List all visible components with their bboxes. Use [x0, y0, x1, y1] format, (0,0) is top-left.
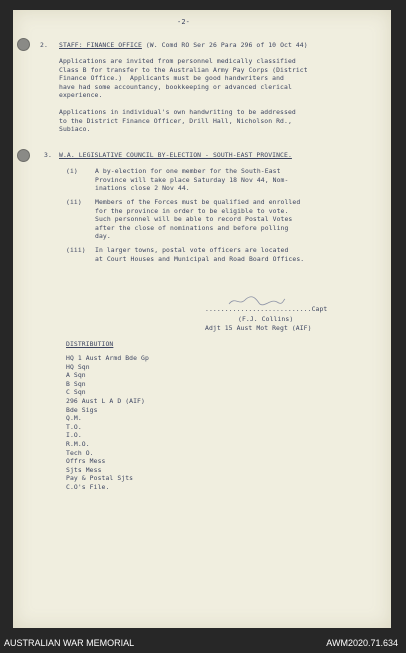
item-number: (iii) [66, 246, 86, 254]
item-number: (i) [66, 167, 78, 175]
distribution-item: HQ 1 Aust Armd Bde Gp [66, 354, 149, 362]
section-2-heading-line [59, 41, 308, 50]
section-2-para1-line: experience. [59, 91, 103, 100]
distribution-item: I.O. [66, 431, 82, 440]
item-line: In larger towns, postal vote officers are located [95, 246, 289, 254]
section-2-heading: STAFF: FINANCE OFFICE [59, 41, 142, 49]
section-2-para1-line: have had some accountancy, bookkeeping or advanced clerical [59, 82, 292, 91]
distribution-item: Offrs Mess [66, 457, 106, 466]
item-number: (ii) [66, 198, 82, 206]
distribution-heading: DISTRIBUTION [66, 340, 114, 348]
distribution-item: Pay & Postal Sjts [66, 474, 134, 483]
signatory-name: (F.J. Collins) [238, 315, 294, 323]
section-2-para2-line: Applications in individual's own handwriting to be addressed [59, 108, 296, 116]
section-2-para2-line: Subiaco. [59, 125, 91, 134]
item-line: day. [95, 232, 111, 241]
distribution-item: T.O. [66, 422, 82, 431]
item-line: Province will take place Saturday 18 Nov 44, Nom- [95, 175, 289, 184]
item-line: Members of the Forces must be qualified and enrolled [95, 198, 301, 206]
archive-footer [0, 630, 406, 653]
section-3-heading: W.A. LEGISLATIVE COUNCIL BY-ELECTION - SOUTH-EAST PROVINCE. [59, 151, 292, 159]
punch-hole [17, 38, 30, 51]
distribution-item: Tech O. [66, 448, 94, 457]
item-line: at Court Houses and Municipal and Road Board Offices. [95, 254, 305, 263]
distribution-item: Q.M. [66, 414, 82, 423]
section-2-number: 2. [40, 41, 48, 49]
distribution-item: R.M.O. [66, 440, 90, 448]
distribution-item: Sjts Mess [66, 465, 102, 474]
document-page [13, 10, 391, 628]
section-2-para1-line: Finance Office.) Applicants must be good handwriters and [59, 74, 285, 83]
item-line: inations close 2 Nov 44. [95, 184, 190, 193]
item-line: Such personnel will be able to record Postal Votes [95, 215, 293, 224]
item-line: after the close of nominations and before polling [95, 223, 289, 232]
section-2-reference: (W. Comd RO Ser 26 Para 296 of 10 Oct 44) [141, 41, 308, 49]
item-line: A by-election for one member for the South-East [95, 167, 281, 175]
signature-line: ...........................Capt [205, 305, 328, 313]
section-3-number: 3. [44, 151, 52, 159]
page-number: -2- [177, 18, 190, 26]
item-line: for the province in order to be eligible to vote. [95, 206, 289, 215]
footer-accession-number: AWM2020.71.634 [326, 638, 398, 648]
distribution-item: 296 Aust L A D (AIF) [66, 397, 145, 405]
distribution-item: HQ Sqn [66, 362, 90, 371]
distribution-item: A Sqn [66, 371, 86, 380]
signatory-title: Adjt 15 Aust Mot Regt (AIF) [205, 323, 312, 332]
punch-hole [17, 149, 30, 162]
distribution-item: Bde Sigs [66, 405, 98, 414]
section-2-para2-line: to the District Finance Officer, Drill Hall, Nicholson Rd., [59, 116, 292, 125]
distribution-item: C.O's File. [66, 483, 110, 491]
section-2-para1-line: Applications are invited from personnel medically classified [59, 57, 296, 65]
distribution-item: B Sqn [66, 379, 86, 388]
footer-institution: AUSTRALIAN WAR MEMORIAL [4, 638, 135, 648]
section-2-para1-line: Class B for transfer to the Australian Army Pay Corps (District [59, 65, 308, 74]
distribution-item: C Sqn [66, 388, 86, 397]
